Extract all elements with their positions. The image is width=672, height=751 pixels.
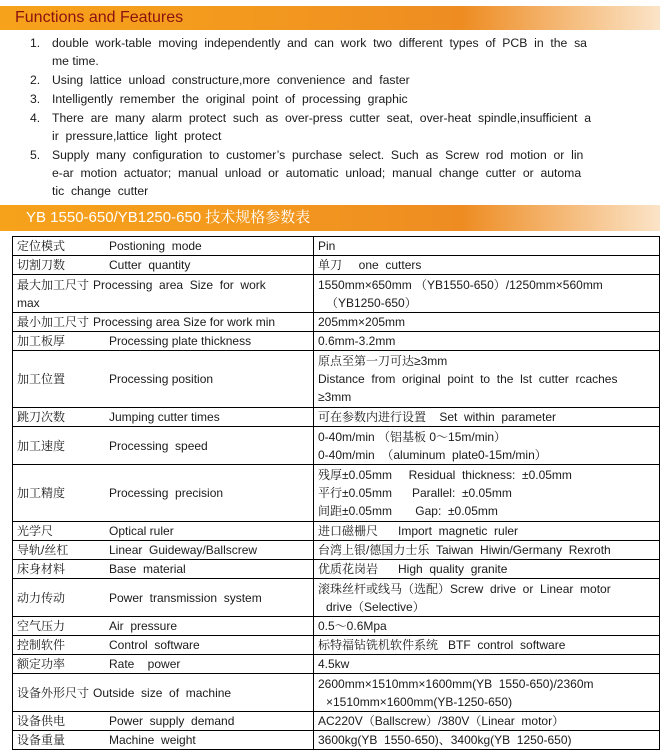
spec-value-line: AC220V（Ballscrew）/380V（Linear motor） xyxy=(318,714,565,728)
feature-number: 1. xyxy=(30,36,41,50)
spec-row xyxy=(13,408,660,427)
spec-value-line: ×1510mm×1600mm(YB-1250-650) xyxy=(326,694,513,709)
feature-text: double work-table moving independently and can work two different types of PCB in the sa xyxy=(52,36,587,50)
spec-label-cn: 加工位置 xyxy=(17,372,66,386)
spec-label xyxy=(13,465,314,522)
spec-row xyxy=(13,655,660,674)
feature-number: 3. xyxy=(30,92,41,106)
spec-label xyxy=(13,579,314,617)
spec-label-cn: 床身材料 xyxy=(17,562,66,576)
feature-text: e-ar motion actuator; manual unload or automatic unload; manual change cutter or automa xyxy=(52,166,582,180)
spec-label-cn: 光学尺 xyxy=(17,524,54,538)
spec-label-en: Base material xyxy=(109,562,186,576)
feature-text: Supply many configuration to customer’s purchase select. Such as Screw rod motion or lin xyxy=(52,148,584,162)
spec-row xyxy=(13,617,660,636)
spec-label-cn: 额定功率 xyxy=(17,657,66,671)
spec-value-line: 3600kg(YB 1550-650)、3400kg(YB 1250-650) xyxy=(318,733,572,747)
spec-value-line: 4.5kw xyxy=(318,657,350,671)
spec-value xyxy=(314,617,660,636)
spec-value xyxy=(314,465,660,522)
feature-text: me time. xyxy=(52,54,99,68)
spec-value-line: 单刀 one cutters xyxy=(318,258,422,272)
spec-value-line: 0-40m/min （铝基板 0～15m/min） xyxy=(318,429,507,444)
spec-value xyxy=(314,351,660,408)
spec-label-en: Optical ruler xyxy=(109,524,174,538)
feature-item xyxy=(0,90,650,108)
spec-value xyxy=(314,579,660,617)
spec-label-cn: 定位模式 xyxy=(17,239,66,253)
feature-text: ir pressure,lattice light protect xyxy=(52,129,222,143)
spec-label xyxy=(13,351,314,408)
feature-text: tic change cutter xyxy=(52,184,149,198)
spec-label-en: Rate power xyxy=(109,657,181,671)
spec-value xyxy=(314,408,660,427)
spec-value xyxy=(314,522,660,541)
spec-label-cn: 最大加工尺寸 xyxy=(17,277,90,292)
spec-label-cn: 跳刀次数 xyxy=(17,410,66,424)
spec-label-cn: 设备供电 xyxy=(17,714,66,728)
spec-value xyxy=(314,541,660,560)
spec-label xyxy=(13,332,314,351)
spec-row xyxy=(13,256,660,275)
spec-label xyxy=(13,256,314,275)
spec-label-cn: 加工精度 xyxy=(17,486,66,500)
spec-label-en: Processing precision xyxy=(109,486,224,500)
spec-value xyxy=(314,655,660,674)
spec-label-en: Machine weight xyxy=(109,733,196,747)
spec-label-en: Processing area Size for work min xyxy=(93,315,276,329)
spec-label-cn: 导轨/丝杠 xyxy=(17,543,69,557)
spec-label-en: Cutter quantity xyxy=(109,258,191,272)
spec-value-line: Distance from original point to the lst cutter rcaches xyxy=(318,372,618,386)
spec-value-line: 0-40m/min （aluminum plate0-15m/min） xyxy=(318,447,547,462)
spec-value-line: 优质花岗岩 High quality granite xyxy=(318,562,508,576)
spec-row xyxy=(13,712,660,731)
feature-text: There are many alarm protect such as over-press cutter seat, over-heat spindle,insufficient a xyxy=(52,111,591,125)
spec-row xyxy=(13,560,660,579)
spec-row xyxy=(13,674,660,712)
spec-value-line: 1550mm×650mm （YB1550-650）/1250mm×560mm xyxy=(318,277,603,292)
spec-value xyxy=(314,712,660,731)
feature-number: 2. xyxy=(30,73,41,87)
spec-value-line: 滚珠丝杆或线马（选配）Screw drive or Linear motor xyxy=(318,581,611,596)
spec-label-en: Air pressure xyxy=(109,619,178,633)
spec-value xyxy=(314,237,660,256)
spec-value-line: 原点至第一刀可达≥3mm xyxy=(318,354,448,368)
spec-value-line: 平行±0.05mm Parallel: ±0.05mm xyxy=(318,486,512,500)
feature-item xyxy=(0,34,650,70)
spec-label xyxy=(13,560,314,579)
feature-item xyxy=(0,146,650,200)
spec-value-line: 可在参数内进行设置 Set within parameter xyxy=(318,410,557,424)
spec-header: YB 1550-650/YB1250-650 技术规格参数表 xyxy=(0,205,660,231)
spec-value xyxy=(314,560,660,579)
spec-label xyxy=(13,313,314,332)
spec-row xyxy=(13,313,660,332)
spec-value xyxy=(314,332,660,351)
spec-value-line: 2600mm×1510mm×1600mm(YB 1550-650)/2360m xyxy=(318,676,594,691)
feature-item xyxy=(0,109,650,145)
spec-label xyxy=(13,636,314,655)
spec-value xyxy=(314,731,660,750)
spec-row xyxy=(13,579,660,617)
spec-row xyxy=(13,636,660,655)
spec-label-cn: 控制软件 xyxy=(17,638,66,652)
spec-label-en: Postioning mode xyxy=(109,239,202,253)
spec-label xyxy=(13,275,314,313)
features-list xyxy=(0,34,650,201)
spec-label xyxy=(13,655,314,674)
spec-row xyxy=(13,522,660,541)
spec-row xyxy=(13,427,660,465)
spec-label xyxy=(13,731,314,750)
spec-value xyxy=(314,636,660,655)
spec-value-line: drive（Selective） xyxy=(326,599,425,614)
spec-label xyxy=(13,712,314,731)
spec-value-line: 进口磁栅尺 Import magnetic ruler xyxy=(318,524,519,538)
spec-value-line: 残厚±0.05mm Residual thickness: ±0.05mm xyxy=(318,468,572,482)
spec-table xyxy=(12,236,660,750)
spec-row xyxy=(13,541,660,560)
spec-label-en: Power supply demand xyxy=(109,714,235,728)
spec-label-en: max xyxy=(17,295,40,310)
spec-label-cn: 最小加工尺寸 xyxy=(17,315,90,329)
spec-label-en: Control software xyxy=(109,638,200,652)
spec-value xyxy=(314,313,660,332)
spec-label-en: Processing plate thickness xyxy=(109,334,252,348)
spec-label-cn: 动力传动 xyxy=(17,590,66,605)
spec-label-cn: 切割刀数 xyxy=(17,258,66,272)
feature-number: 4. xyxy=(30,111,41,125)
spec-row xyxy=(13,351,660,408)
feature-number: 5. xyxy=(30,148,41,162)
spec-value-line: 0.6mm-3.2mm xyxy=(318,334,396,348)
spec-label-en: Power transmission system xyxy=(109,590,262,605)
spec-value xyxy=(314,275,660,313)
spec-value-line: Pin xyxy=(318,239,336,253)
spec-row xyxy=(13,275,660,313)
feature-item xyxy=(0,71,650,89)
spec-label-en: Linear Guideway/Ballscrew xyxy=(109,543,258,557)
spec-label xyxy=(13,237,314,256)
spec-row xyxy=(13,237,660,256)
spec-label-cn: 设备重量 xyxy=(17,733,66,747)
spec-label-cn: 空气压力 xyxy=(17,619,66,633)
spec-label-en: Processing area Size for work xyxy=(93,277,266,292)
spec-value-line: 间距±0.05mm Gap: ±0.05mm xyxy=(318,504,498,518)
spec-value-line: 标特福钻铣机软件系统 BTF control software xyxy=(318,638,566,652)
feature-text: Using lattice unload constructure,more convenience and faster xyxy=(52,73,410,87)
spec-row xyxy=(13,332,660,351)
spec-value-line: 台湾上银/德国力士乐 Taiwan Hiwin/Germany Rexroth xyxy=(318,543,611,557)
spec-value-line: ≥3mm xyxy=(318,390,352,404)
spec-value xyxy=(314,674,660,712)
spec-value xyxy=(314,427,660,465)
spec-label xyxy=(13,617,314,636)
spec-label-cn: 加工板厚 xyxy=(17,334,66,348)
spec-row xyxy=(13,465,660,522)
spec-value-line: 205mm×205mm xyxy=(318,315,406,329)
feature-text: Intelligently remember the original point of processing graphic xyxy=(52,92,408,106)
spec-label xyxy=(13,541,314,560)
spec-label-en: Processing speed xyxy=(109,438,208,453)
spec-value xyxy=(314,256,660,275)
spec-label xyxy=(13,522,314,541)
spec-label xyxy=(13,427,314,465)
spec-row xyxy=(13,731,660,750)
spec-label-en: Processing position xyxy=(109,372,214,386)
spec-label-cn: 设备外形尺寸 xyxy=(17,685,90,700)
spec-label-en: Jumping cutter times xyxy=(109,410,220,424)
features-header: Functions and Features xyxy=(0,6,660,30)
spec-label xyxy=(13,674,314,712)
spec-value-line: 0.5～0.6Mpa xyxy=(318,619,387,633)
spec-label xyxy=(13,408,314,427)
spec-label-en: Outside size of machine xyxy=(93,685,232,700)
spec-label-cn: 加工速度 xyxy=(17,438,66,453)
spec-value-line: （YB1250-650） xyxy=(326,295,417,310)
